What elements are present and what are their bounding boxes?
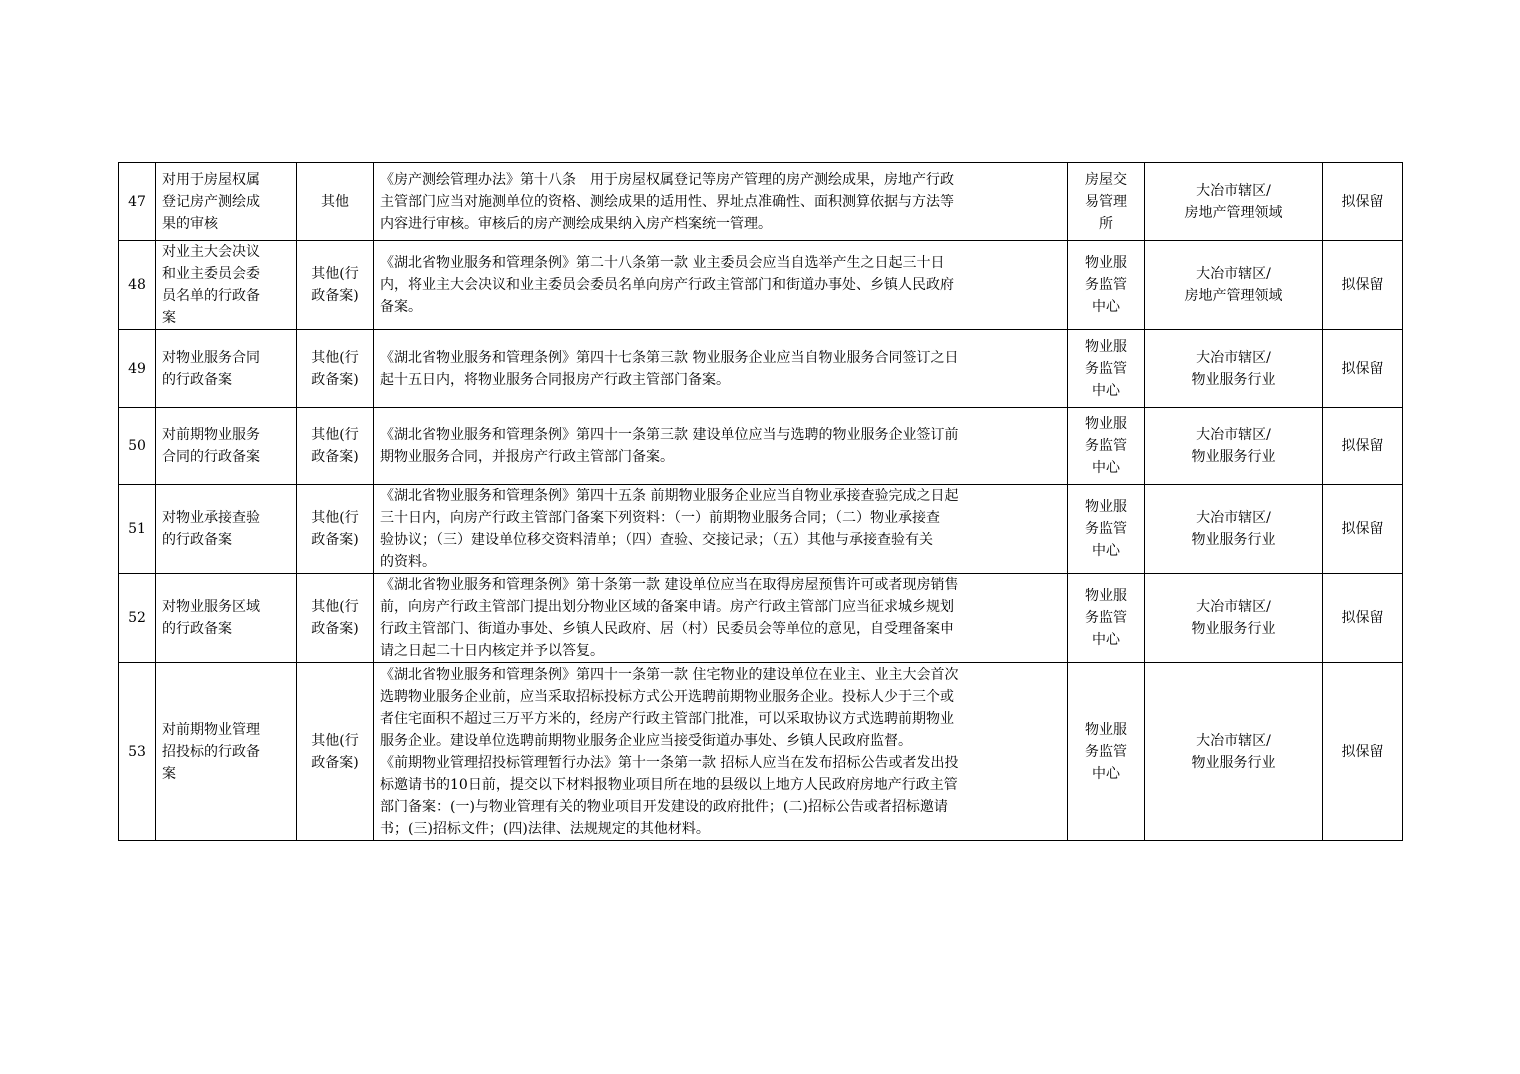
department: 物业服 务监管 中心 <box>1068 241 1145 330</box>
disposition: 拟保留 <box>1323 663 1403 841</box>
item-type: 其他 <box>297 163 374 241</box>
legal-basis: 《湖北省物业服务和管理条例》第十条第一款 建设单位应当在取得房屋预售许可或者现房销售 前，向房产行政主管部门提出划分物业区域的备案申请。房产行政主管部门应当征求城乡规划 行政主管部门、街道办事处、乡镇人民政府、居（村）民委员会等单位的意见，自受理备案申 请之日起二十日内核定并予以答复。 <box>374 574 1068 663</box>
item-name: 对用于房屋权属 登记房产测绘成 果的审核 <box>156 163 297 241</box>
legal-basis: 《房产测绘管理办法》第十八条 用于房屋权属登记等房产管理的房产测绘成果，房地产行政 主管部门应当对施测单位的资格、测绘成果的适用性、界址点准确性、面积测算依据与方法等 内容进行审核。审核后的房产测绘成果纳入房产档案统一管理。 <box>374 163 1068 241</box>
table-row <box>119 663 1403 841</box>
item-name: 对物业承接查验 的行政备案 <box>156 485 297 574</box>
item-name: 对业主大会决议 和业主委员会委 员名单的行政备 案 <box>156 241 297 330</box>
disposition: 拟保留 <box>1323 163 1403 241</box>
table-row <box>119 163 1403 241</box>
scope: 大冶市辖区/ 物业服务行业 <box>1145 330 1323 408</box>
scope: 大冶市辖区/ 物业服务行业 <box>1145 574 1323 663</box>
table-row <box>119 574 1403 663</box>
disposition: 拟保留 <box>1323 408 1403 485</box>
disposition: 拟保留 <box>1323 574 1403 663</box>
item-type: 其他(行 政备案) <box>297 330 374 408</box>
row-number: 50 <box>119 408 156 485</box>
table-row <box>119 330 1403 408</box>
item-type: 其他(行 政备案) <box>297 574 374 663</box>
disposition: 拟保留 <box>1323 330 1403 408</box>
row-number: 49 <box>119 330 156 408</box>
item-name: 对前期物业服务 合同的行政备案 <box>156 408 297 485</box>
legal-basis: 《湖北省物业服务和管理条例》第四十一条第一款 住宅物业的建设单位在业主、业主大会首次 选聘物业服务企业前，应当采取招标投标方式公开选聘前期物业服务企业。投标人少于三个或 者住宅面积不超过三万平方米的，经房产行政主管部门批准，可以采取协议方式选聘前期物业 服务企业。建设单位选聘前期物业服务企业应当接受街道办事处、乡镇人民政府监督。 《前期物业管理招投标管理暂行办法》第十一条第一款 招标人应当在发布招标公告或者发出投 标邀请书的10日前，提交以下材料报物业项目所在地的县级以上地方人民政府房地产行政主管 部门备案：(一)与物业管理有关的物业项目开发建设的政府批件；(二)招标公告或者招标邀请 书；(三)招标文件；(四)法律、法规规定的其他材料。 <box>374 663 1068 841</box>
department: 房屋交 易管理 所 <box>1068 163 1145 241</box>
legal-basis: 《湖北省物业服务和管理条例》第四十一条第三款 建设单位应当与选聘的物业服务企业签订前 期物业服务合同，并报房产行政主管部门备案。 <box>374 408 1068 485</box>
scope: 大冶市辖区/ 物业服务行业 <box>1145 485 1323 574</box>
scope: 大冶市辖区/ 房地产管理领域 <box>1145 241 1323 330</box>
department: 物业服 务监管 中心 <box>1068 663 1145 841</box>
table-row <box>119 241 1403 330</box>
item-type: 其他(行 政备案) <box>297 241 374 330</box>
row-number: 52 <box>119 574 156 663</box>
disposition: 拟保留 <box>1323 241 1403 330</box>
department: 物业服 务监管 中心 <box>1068 574 1145 663</box>
department: 物业服 务监管 中心 <box>1068 330 1145 408</box>
item-name: 对前期物业管理 招投标的行政备 案 <box>156 663 297 841</box>
item-type: 其他(行 政备案) <box>297 408 374 485</box>
table-row <box>119 408 1403 485</box>
row-number: 51 <box>119 485 156 574</box>
scope: 大冶市辖区/ 物业服务行业 <box>1145 408 1323 485</box>
row-number: 48 <box>119 241 156 330</box>
table-row <box>119 485 1403 574</box>
item-type: 其他(行 政备案) <box>297 485 374 574</box>
disposition: 拟保留 <box>1323 485 1403 574</box>
legal-basis: 《湖北省物业服务和管理条例》第二十八条第一款 业主委员会应当自选举产生之日起三十日 内，将业主大会决议和业主委员会委员名单向房产行政主管部门和街道办事处、乡镇人民政府 备案。 <box>374 241 1068 330</box>
row-number: 47 <box>119 163 156 241</box>
scope: 大冶市辖区/ 房地产管理领域 <box>1145 163 1323 241</box>
legal-basis: 《湖北省物业服务和管理条例》第四十七条第三款 物业服务企业应当自物业服务合同签订之日 起十五日内，将物业服务合同报房产行政主管部门备案。 <box>374 330 1068 408</box>
row-number: 53 <box>119 663 156 841</box>
department: 物业服 务监管 中心 <box>1068 485 1145 574</box>
scope: 大冶市辖区/ 物业服务行业 <box>1145 663 1323 841</box>
department: 物业服 务监管 中心 <box>1068 408 1145 485</box>
administrative-items-table <box>118 162 1403 841</box>
legal-basis: 《湖北省物业服务和管理条例》第四十五条 前期物业服务企业应当自物业承接查验完成之日起 三十日内，向房产行政主管部门备案下列资料：（一）前期物业服务合同；（二）物业承接查 验协议；（三）建设单位移交资料清单；（四）查验、交接记录；（五）其他与承接查验有关 的资料。 <box>374 485 1068 574</box>
item-name: 对物业服务合同 的行政备案 <box>156 330 297 408</box>
item-name: 对物业服务区域 的行政备案 <box>156 574 297 663</box>
item-type: 其他(行 政备案) <box>297 663 374 841</box>
